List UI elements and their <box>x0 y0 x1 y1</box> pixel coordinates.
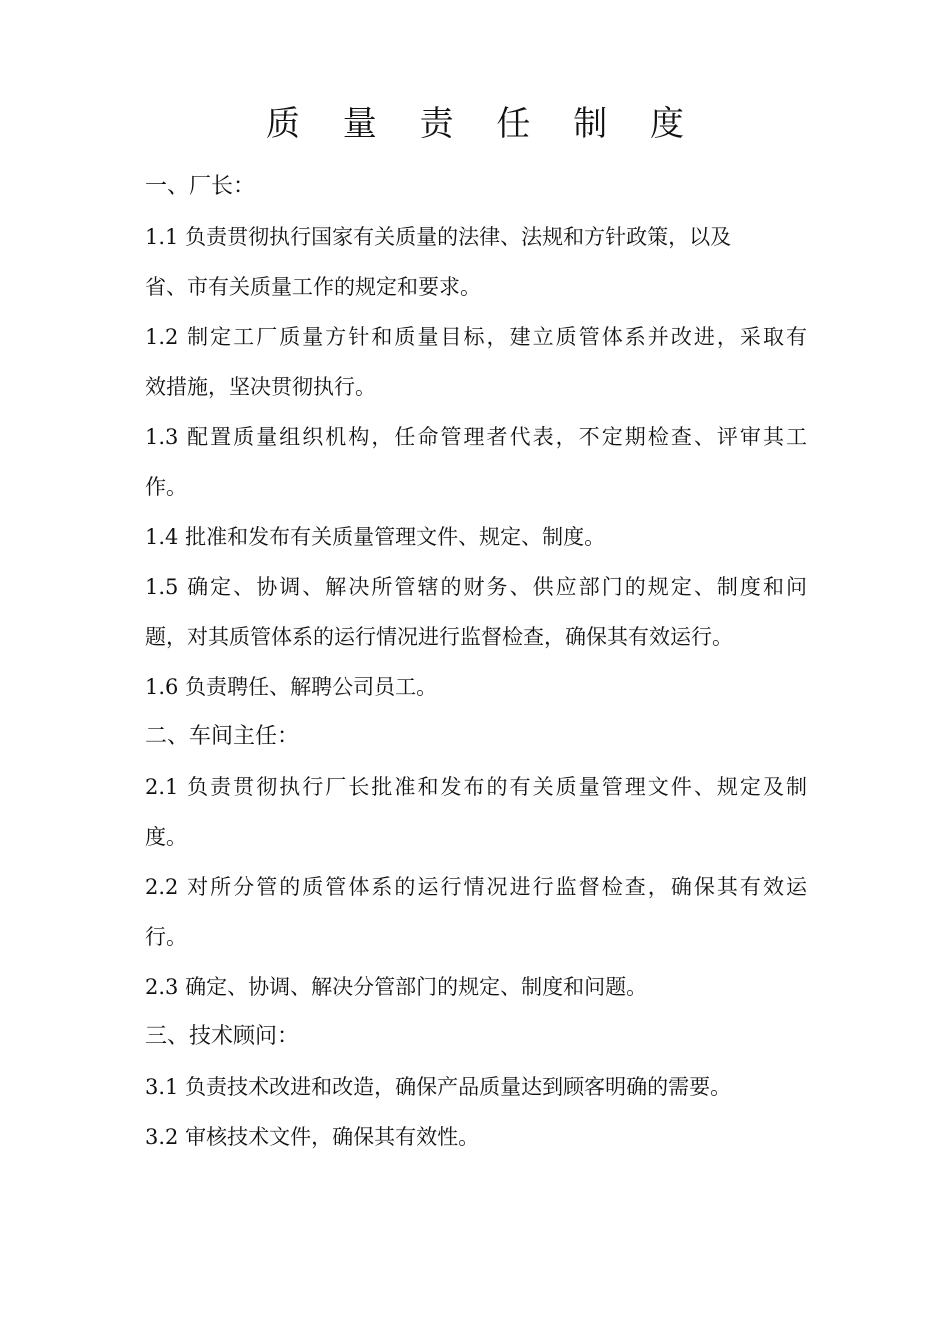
section-heading-3: 三、技术顾问： <box>145 1024 300 1049</box>
section-heading-2: 二、车间主任： <box>145 724 300 749</box>
paragraph-line: 2.3 确定、协调、解决分管部门的规定、制度和问题。 <box>145 975 648 999</box>
paragraph-line: 3.2 审核技术文件，确保其有效性。 <box>145 1125 480 1149</box>
paragraph-line: 1.4 批准和发布有关质量管理文件、规定、制度。 <box>145 525 606 549</box>
paragraph-line: 1.2 制定工厂质量方针和质量目标，建立质管体系并改进，采取有 <box>145 325 807 349</box>
paragraph-line: 度。 <box>145 825 187 849</box>
document-body <box>145 162 815 1162</box>
paragraph-line: 效措施，坚决贯彻执行。 <box>145 375 376 399</box>
document-title: 质 量 责 任 制 度 <box>265 104 701 144</box>
paragraph-line: 1.1 负责贯彻执行国家有关质量的法律、法规和方针政策，以及 <box>145 225 732 249</box>
paragraph-line: 1.6 负责聘任、解聘公司员工。 <box>145 675 438 699</box>
paragraph-line: 作。 <box>145 475 187 499</box>
paragraph-line: 行。 <box>145 925 187 949</box>
paragraph-line: 1.5 确定、协调、解决所管辖的财务、供应部门的规定、制度和问 <box>145 575 807 599</box>
paragraph-line: 2.2 对所分管的质管体系的运行情况进行监督检查，确保其有效运 <box>145 875 807 899</box>
section-heading-1: 一、厂长： <box>145 174 256 199</box>
paragraph-line: 省、市有关质量工作的规定和要求。 <box>145 275 481 299</box>
paragraph-line: 题，对其质管体系的运行情况进行监督检查，确保其有效运行。 <box>145 625 733 649</box>
paragraph-line: 2.1 负责贯彻执行厂长批准和发布的有关质量管理文件、规定及制 <box>145 775 807 799</box>
paragraph-line: 1.3 配置质量组织机构，任命管理者代表，不定期检查、评审其工 <box>145 425 807 449</box>
paragraph-line: 3.1 负责技术改进和改造，确保产品质量达到顾客明确的需要。 <box>145 1075 732 1099</box>
